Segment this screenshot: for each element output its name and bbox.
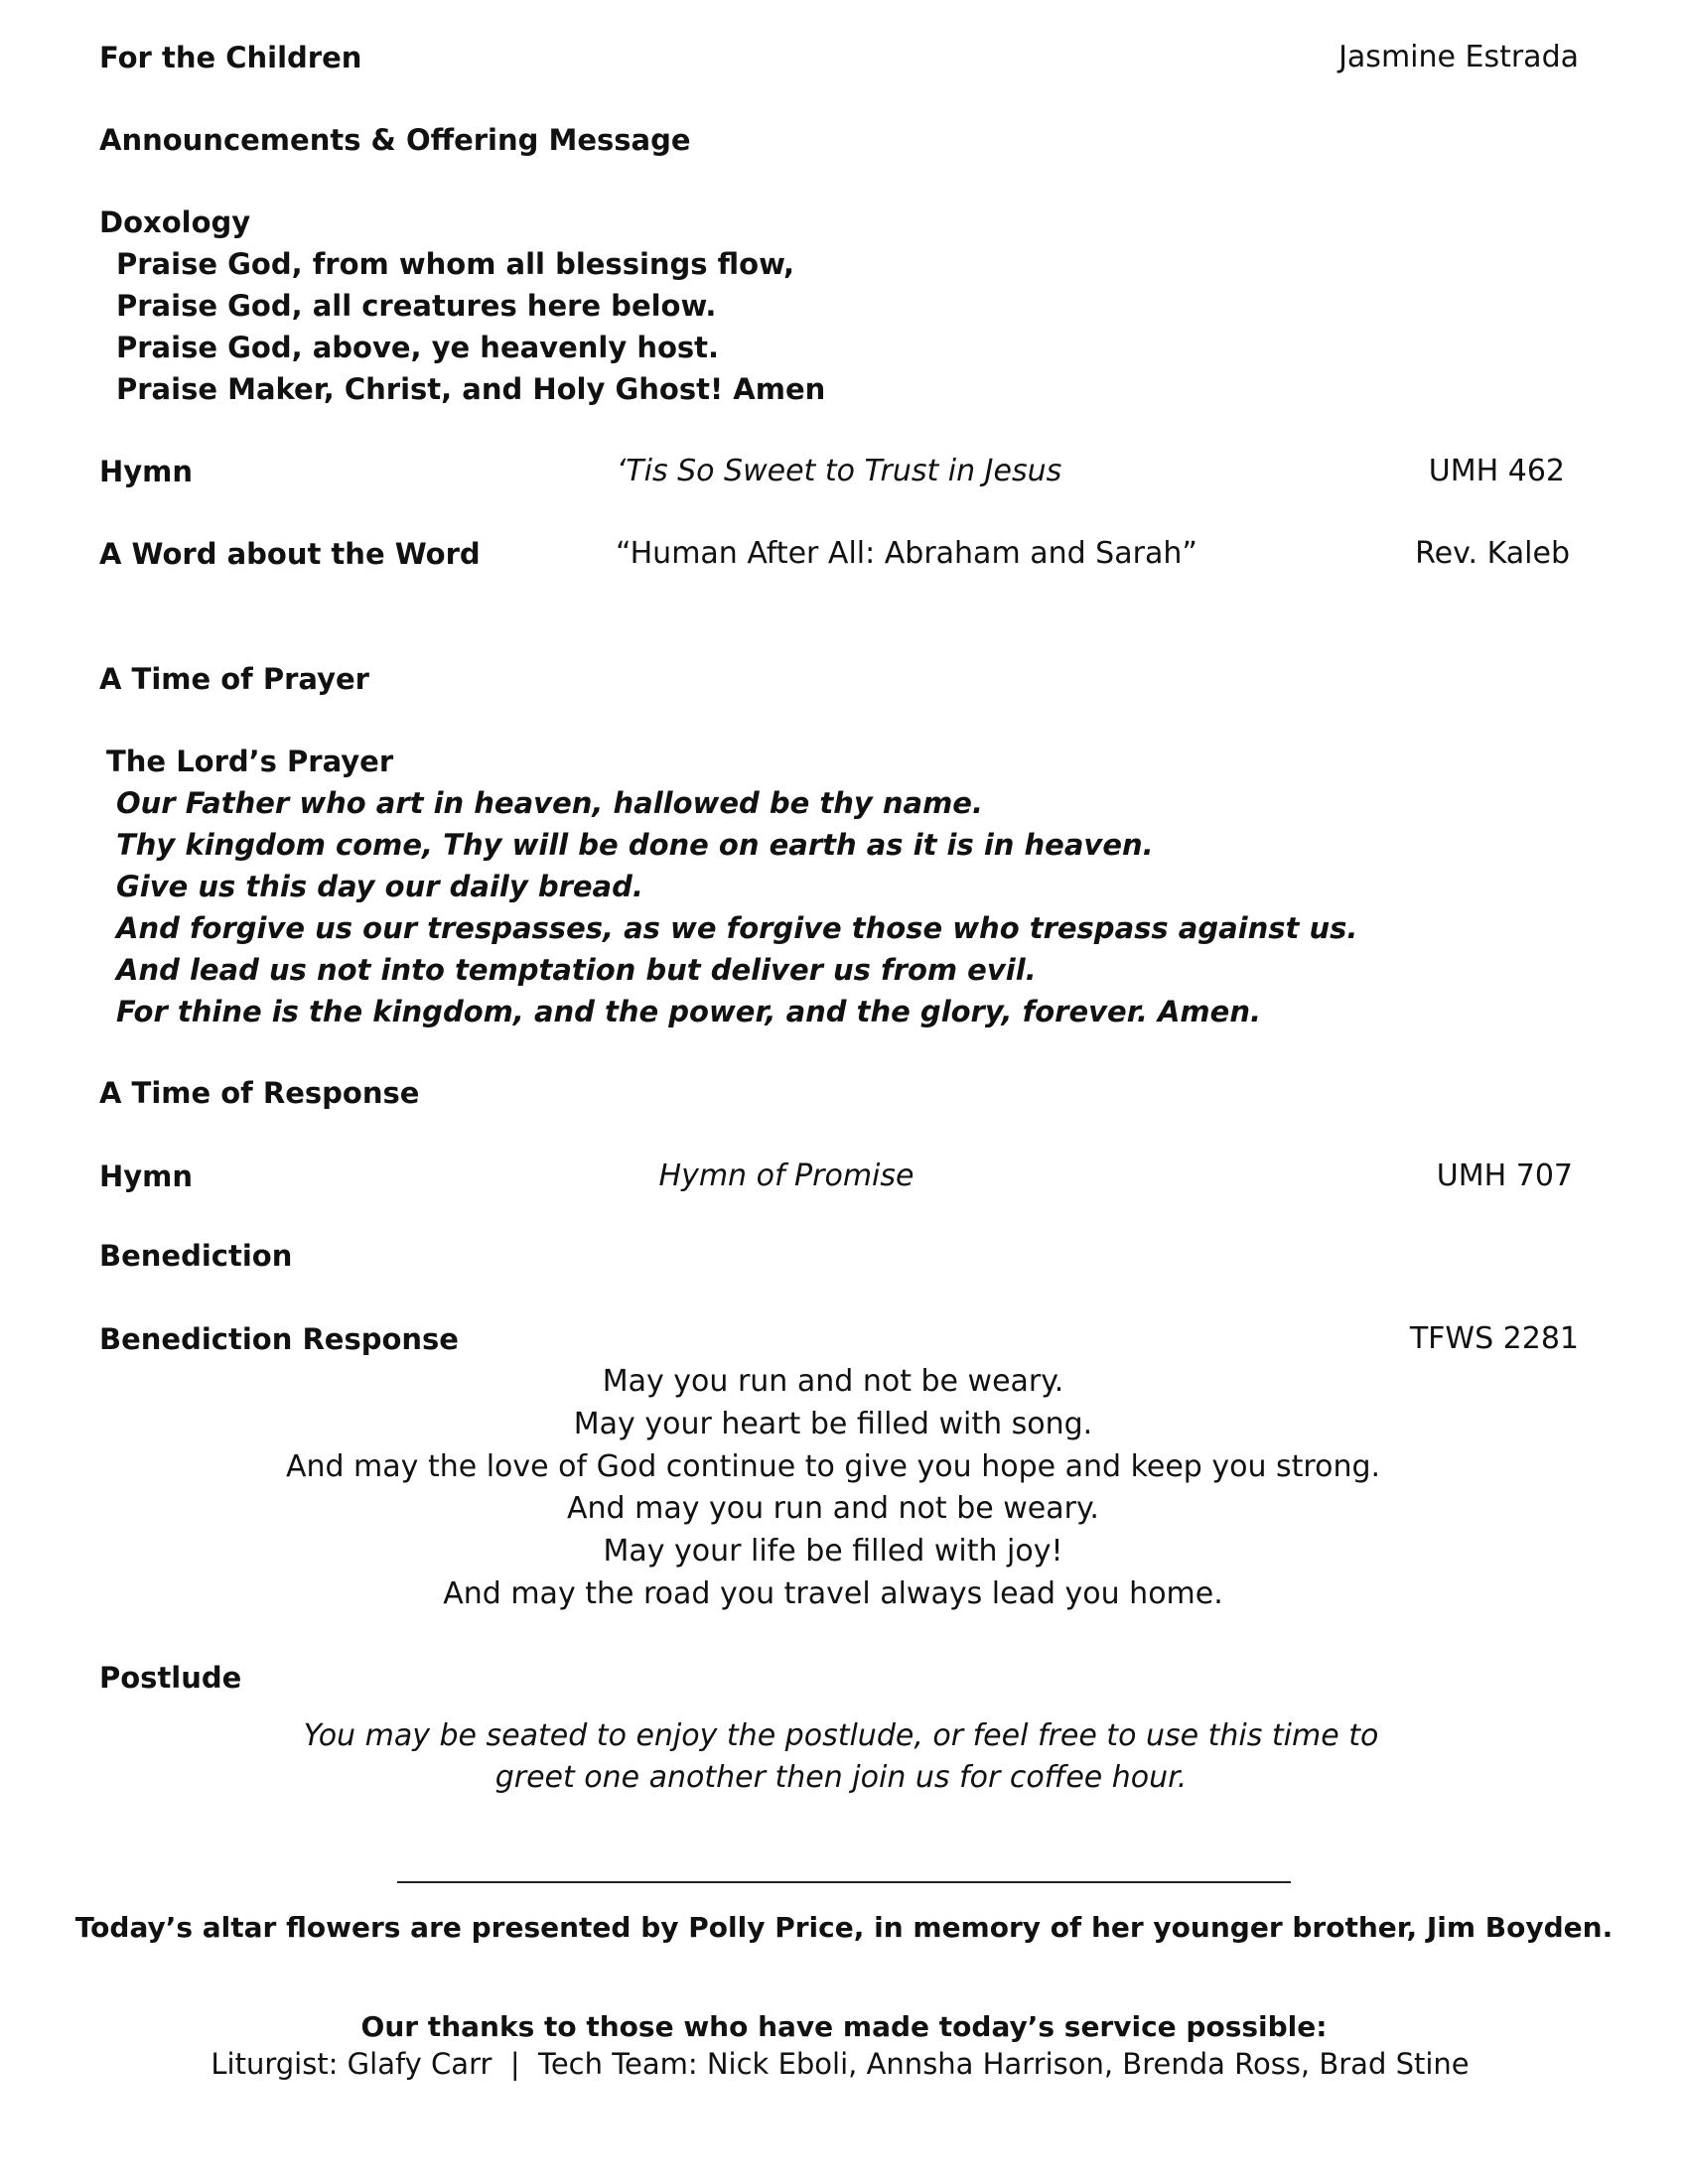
lords-prayer-text: [116, 782, 1357, 1032]
benediction-response-label: Benediction Response: [99, 1322, 459, 1356]
response-line: And may you run and not be weary.: [567, 1491, 1099, 1527]
doxology-line: Praise God, from whom all blessings flow,: [116, 247, 795, 281]
response-line: May your life be filled with joy!: [603, 1534, 1063, 1570]
hymn-label: Hymn: [99, 1160, 194, 1193]
time-of-prayer-label: A Time of Prayer: [99, 662, 369, 696]
sermon-speaker: Rev. Kaleb: [1415, 536, 1570, 571]
prayer-line: Thy kingdom come, Thy will be done on earth as it is in heaven.: [116, 828, 1154, 862]
doxology-line: Praise Maker, Christ, and Holy Ghost! Amen: [116, 372, 826, 406]
response-line: May you run and not be weary.: [602, 1364, 1064, 1399]
response-line: May your heart be filled with song.: [573, 1406, 1093, 1441]
lords-prayer-label: The Lord’s Prayer: [106, 745, 394, 778]
hymn-title: Hymn of Promise: [658, 1159, 914, 1193]
altar-flowers-note: Today’s altar flowers are presented by Polly Price, in memory of her younger brother, Jim Boyden.: [74, 1911, 1614, 1944]
children-leader-name: Jasmine Estrada: [1338, 40, 1579, 74]
doxology-line: Praise God, all creatures here below.: [116, 289, 717, 323]
doxology-line: Praise God, above, ye heavenly host.: [116, 331, 720, 364]
section-divider: [397, 1881, 1291, 1883]
postlude-note: [0, 1715, 1685, 1799]
postlude-note-line: You may be seated to enjoy the postlude, or feel free to use this time to: [303, 1718, 1379, 1753]
hymn-number: UMH 462: [1428, 454, 1565, 488]
prayer-line: For thine is the kingdom, and the power, and the glory, forever. Amen.: [116, 995, 1261, 1028]
time-of-response-label: A Time of Response: [99, 1076, 420, 1110]
benediction-response-number: TFWS 2281: [1409, 1321, 1579, 1356]
for-the-children-label: For the Children: [99, 41, 362, 74]
response-line: And may the love of God continue to give you hope and keep you strong.: [285, 1448, 1381, 1484]
benediction-label: Benediction: [99, 1239, 293, 1273]
postlude-label: Postlude: [99, 1661, 242, 1695]
prayer-line: And lead us not into temptation but deliver us from evil.: [116, 953, 1037, 987]
response-line: And may the road you travel always lead you home.: [443, 1575, 1223, 1611]
prayer-line: Our Father who art in heaven, hallowed be thy name.: [116, 786, 983, 820]
prayer-line: Give us this day our daily bread.: [116, 870, 643, 903]
service-credits: Liturgist: Glafy Carr | Tech Team: Nick Eboli, Annsha Harrison, Brenda Ross, Brad Stine: [211, 2047, 1470, 2081]
hymn-label: Hymn: [99, 455, 194, 488]
postlude-note-line: greet one another then join us for coffee hour.: [494, 1760, 1188, 1795]
thanks-heading: Our thanks to those who have made today’s service possible:: [360, 2010, 1328, 2043]
word-label: A Word about the Word: [99, 537, 481, 571]
hymn-number: UMH 707: [1436, 1159, 1573, 1193]
doxology-label: Doxology: [99, 205, 251, 239]
sermon-title: “Human After All: Abraham and Sarah”: [616, 536, 1197, 571]
prayer-line: And forgive us our trespasses, as we forgive those who trespass against us.: [116, 911, 1358, 945]
benediction-response-lyrics: [0, 1361, 1677, 1616]
hymn-title: ‘Tis So Sweet to Trust in Jesus: [616, 454, 1062, 488]
announcements-label: Announcements & Offering Message: [99, 123, 691, 157]
doxology-lyrics: [116, 243, 825, 410]
